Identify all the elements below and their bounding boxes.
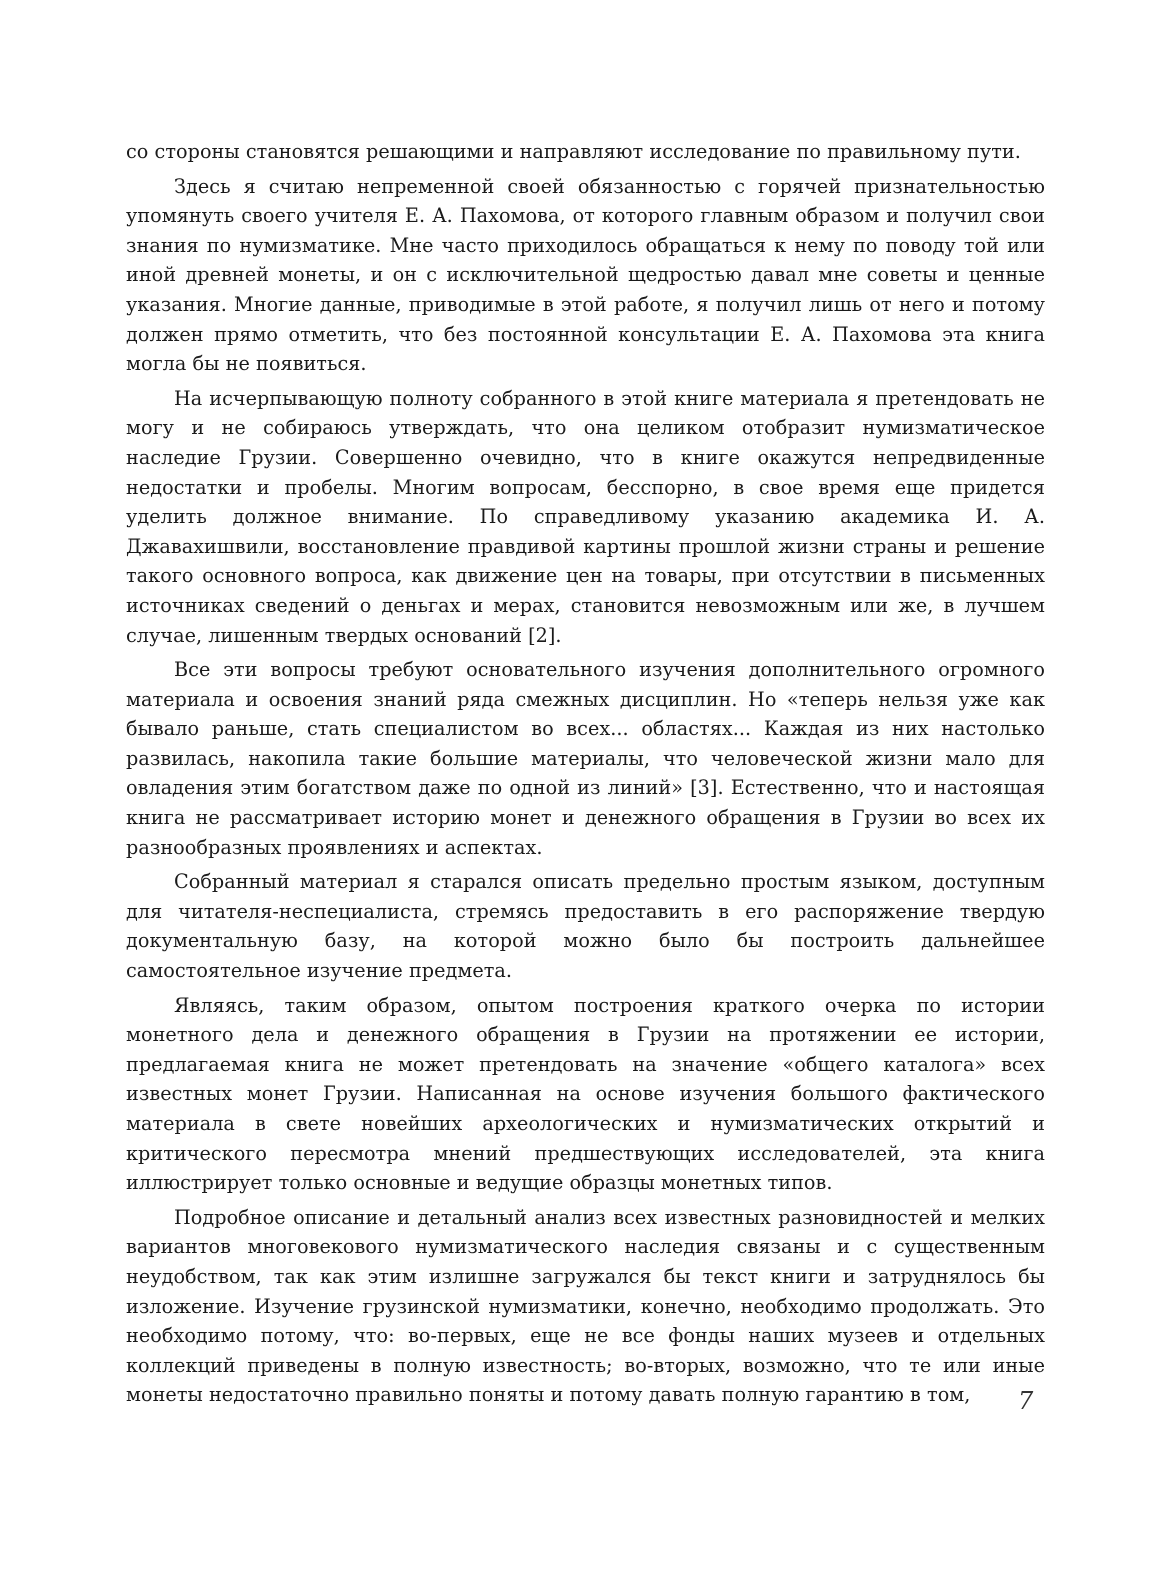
paragraph-3: На исчерпывающую полноту собранного в этой книге материала я претендовать не могу и не собираюсь утверждать, что она целиком отобразит нумизматическое наследие Грузии. Совершенно очевидно, что в книге окажутся непредвиденные недостатки и пробелы. Многим вопросам, бесспорно, в свое время еще придется уделить должное внимание. По справедливому указанию академика И. А. Джавахишвили, восстановление правдивой картины прошлой жизни страны и решение такого основного вопроса, как движение цен на товары, при отсутствии в письменных источниках сведений о деньгах и мерах, становится невозможным или же, в лучшем случае, лишенным твердых оснований [2].: [126, 386, 1045, 647]
paragraph-1: со стороны становятся решающими и направляют исследование по правильному пути.: [126, 140, 1021, 163]
body-text: [126, 137, 1045, 1410]
paragraph-7: Подробное описание и детальный анализ всех известных разновидностей и мелких вариантов многовекового нумизматического наследия связаны и с существенным неудобством, так как этим излишне загружался бы текст книги и затруднялось бы изложение. Изучение грузинской нумизматики, конечно, необходимо продолжать. Это необходимо потому, что: во-первых, еще не все фонды наших музеев и отдельных коллекций приведены в полную известность; во-вторых, возможно, что те или иные монеты недостаточно правильно поняты и потому давать полную гарантию в том,: [126, 1205, 1045, 1407]
page-number: 7: [1018, 1387, 1034, 1415]
paragraph-2: Здесь я считаю непременной своей обязанностью с горячей признательностью упомянуть своего учителя Е. А. Пахомова, от которого главным образом и получил свои знания по нумизматике. Мне часто приходилось обращаться к нему по поводу той или иной древней монеты, и он с исключительной щедростью давал мне советы и ценные указания. Многие данные, приводимые в этой работе, я получил лишь от него и потому должен прямо отметить, что без постоянной консультации Е. А. Пахомова эта книга могла бы не появиться.: [126, 174, 1045, 376]
paragraph-5: Собранный материал я старался описать предельно простым языком, доступным для читателя-неспециалиста, стремясь предоставить в его распоряжение твердую документальную базу, на которой можно было бы построить дальнейшее самостоятельное изучение предмета.: [126, 870, 1045, 983]
paragraph-6: Являясь, таким образом, опытом построения краткого очерка по истории монетного дела и денежного обращения в Грузии на протяжении ее истории, предлагаемая книга не может претендовать на значение «общего каталога» всех известных монет Грузии. Написанная на основе изучения большого фактического материала в свете новейших археологических и нумизматических открытий и критического пересмотра мнений предшествующих исследователей, эта книга иллюстрирует только основные и ведущие образцы монетных типов.: [126, 993, 1045, 1195]
paragraph-4: Все эти вопросы требуют основательного изучения дополнительного огромного материала и освоения знаний ряда смежных дисциплин. Но «теперь нельзя уже как бывало раньше, стать специалистом во всех... областях... Каждая из них настолько развилась, накопила такие большие материалы, что человеческой жизни мало для овладения этим богатством даже по одной из линий» [3]. Естественно, что и настоящая книга не рассматривает историю монет и денежного обращения в Грузии во всех их разнообразных проявлениях и аспектах.: [126, 658, 1045, 859]
